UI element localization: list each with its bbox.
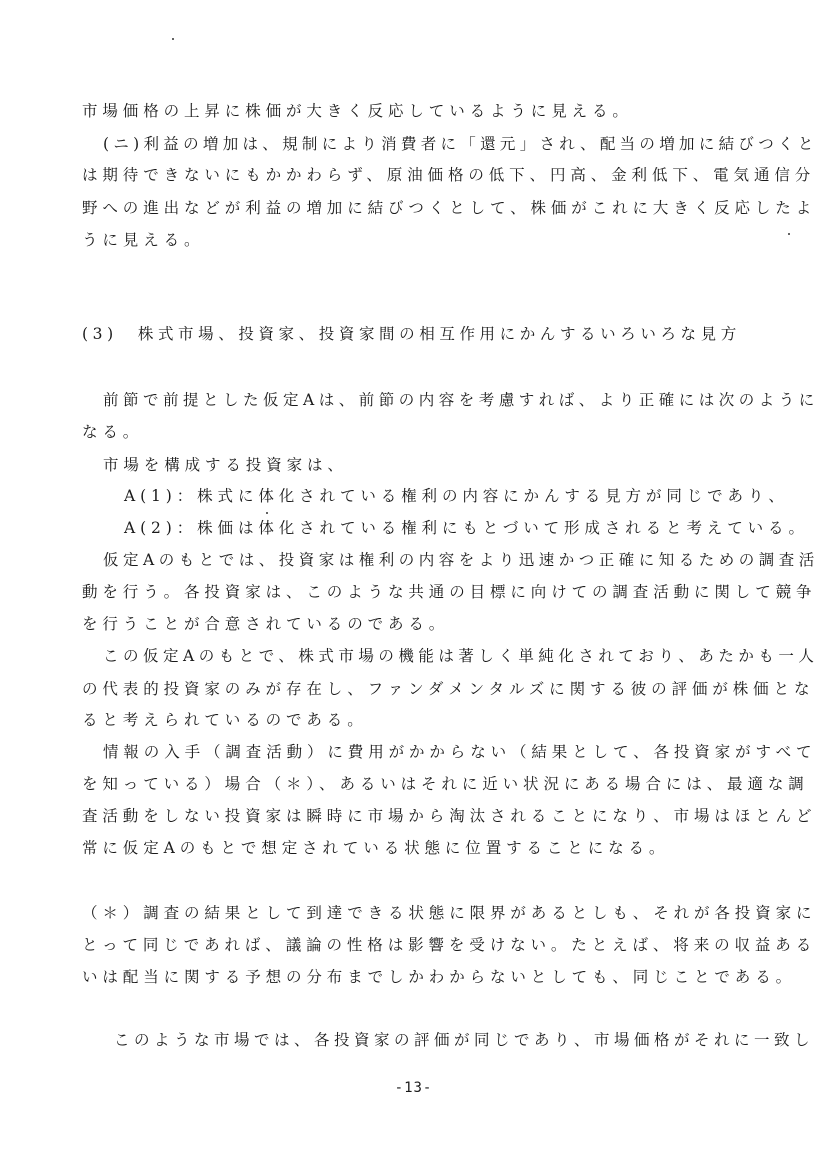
text-line: (ニ)利益の増加は、規制により消費者に「還元」され、配当の増加に結びつくと — [103, 135, 818, 153]
text-line: 市場を構成する投資家は、 — [103, 456, 348, 474]
text-line: 動を行う。各投資家は、このような共通の目標に向けての調査活動に関して競争 — [82, 583, 817, 601]
scan-speck — [788, 233, 790, 235]
text-line: 市場価格の上昇に株価が大きく反応しているように見える。 — [82, 102, 633, 120]
text-line: を知っている）場合（＊）、あるいはそれに近い状況にある場合には、最適な調 — [82, 775, 809, 793]
text-line: A(1)：株式に体化されている権利の内容にかんする見方が同じであり、 — [124, 487, 789, 505]
text-line: 情報の入手（調査活動）に費用がかからない（結果として、各投資家がすべて — [103, 743, 817, 761]
scan-speck — [266, 512, 268, 514]
footnote-line: いは配当に関する予想の分布までしかわからないとしても、同じことである。 — [82, 968, 797, 986]
text-line: ると考えられているのである。 — [82, 711, 368, 729]
footnote-line: （＊）調査の結果として到達できる状態に限界があるとしも、それが各投資家に — [82, 904, 817, 922]
text-line: は期待できないにもかかわらず、原油価格の低下、円高、金利低下、電気通信分 — [82, 166, 816, 184]
text-line: 仮定Aのもとでは、投資家は権利の内容をより迅速かつ正確に知るための調査活 — [103, 551, 819, 569]
text-line: うに見える。 — [82, 231, 205, 249]
text-line: 野への進出などが利益の増加に結びつくとして、株価がこれに大きく反応したよ — [82, 199, 817, 217]
page-number: -13- — [394, 1080, 433, 1096]
section-heading: (3) 株式市場、投資家、投資家間の相互作用にかんするいろいろな見方 — [82, 325, 741, 343]
scan-speck — [172, 38, 174, 40]
text-line: 査活動をしない投資家は瞬時に市場から淘汰されることになり、市場はほとんど — [82, 807, 817, 825]
text-line: を行うことが合意されているのである。 — [82, 615, 450, 633]
text-line: の代表的投資家のみが存在し、ファンダメンタルズに関する彼の評価が株価とな — [82, 680, 815, 698]
text-line: 前節で前提とした仮定Aは、前節の内容を考慮すれば、より正確には次のように — [103, 391, 819, 409]
text-line: A(2)：株価は体化されている権利にもとづいて形成されると考えている。 — [124, 519, 809, 537]
text-line: この仮定Aのもとで、株式市場の機能は著しく単純化されており、あたかも一人 — [103, 647, 819, 665]
text-line: 常に仮定Aのもとで想定されている状態に位置することになる。 — [82, 839, 670, 857]
footnote-line: とって同じであれば、議論の性格は影響を受けない。たとえば、将来の収益ある — [82, 936, 817, 954]
text-line: このような市場では、各投資家の評価が同じであり、市場価格がそれに一致し — [114, 1031, 815, 1049]
text-line: なる。 — [82, 423, 144, 441]
